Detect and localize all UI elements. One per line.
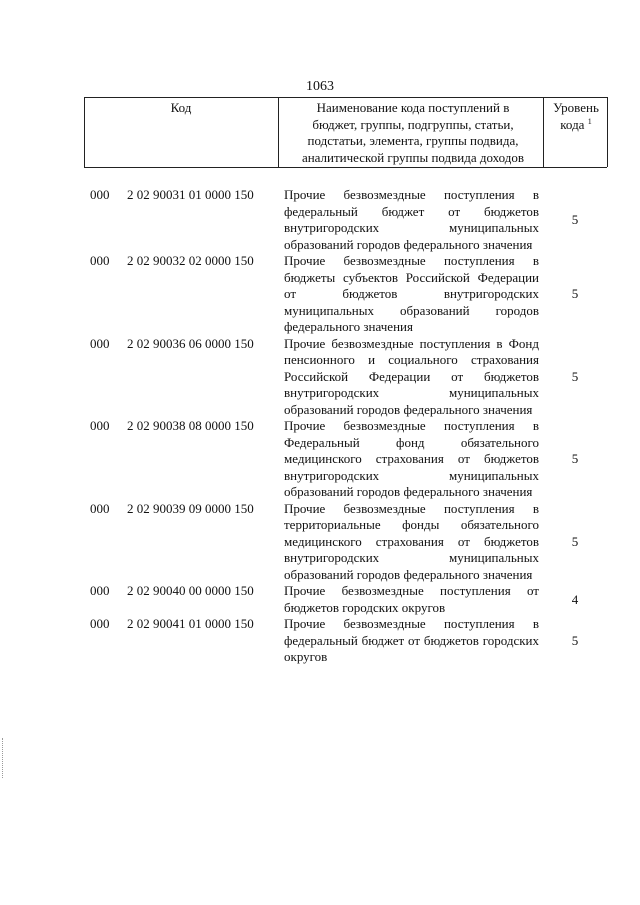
table-row — [0, 418, 640, 501]
table-row — [0, 336, 640, 419]
revenue-name: Прочие безвозмездные поступления от бюджетов городских округов — [284, 583, 539, 615]
code-level: 5 — [571, 368, 579, 384]
revenue-name: Прочие безвозмездные поступления в Фонд пенсионного и социального страхования Российской Федерации от бюджетов внутригородских муниципальных образований городов федерального значения — [284, 335, 539, 417]
header-name-line: Наименование кода поступлений в — [316, 100, 510, 115]
admin-code: 000 — [90, 418, 110, 433]
revenue-code: 2 02 90032 02 0000 150 — [127, 253, 254, 268]
admin-code: 000 — [90, 335, 110, 351]
table-body — [0, 187, 640, 666]
revenue-code: 2 02 90038 08 0000 150 — [127, 418, 254, 433]
admin-code: 000 — [90, 616, 110, 631]
code-level: 5 — [571, 451, 579, 466]
header-bottom-rule — [84, 167, 607, 168]
code-level: 5 — [571, 211, 579, 227]
revenue-name: Прочие безвозмездные поступления в Федеральный фонд обязательного медицинского страхования от бюджетов внутригородских муниципальных образований городов федерального значения — [284, 418, 539, 499]
header-name-line: аналитической группы подвида доходов — [301, 149, 525, 165]
table-row — [0, 616, 640, 666]
code-level: 4 — [571, 591, 579, 607]
table-row — [0, 187, 640, 253]
code-level: 5 — [571, 533, 579, 549]
admin-code: 000 — [90, 500, 110, 516]
revenue-code: 2 02 90039 09 0000 150 — [127, 500, 254, 516]
header-left-border — [84, 97, 85, 167]
table-row — [0, 253, 640, 336]
revenue-name: Прочие безвозмездные поступления в территориальные фонды обязательного медицинского страхования от бюджетов внутригородских муниципальных образований городов федерального значения — [284, 500, 539, 582]
header-top-rule — [84, 97, 607, 98]
revenue-code: 2 02 90036 06 0000 150 — [127, 335, 254, 351]
table-row — [0, 501, 640, 584]
header-name-line: подстатьи, элемента, группы подвида, — [307, 133, 519, 148]
admin-code: 000 — [90, 253, 110, 268]
table-row — [0, 583, 640, 616]
header-name — [282, 100, 544, 166]
header-level-line: Уровень — [553, 100, 599, 115]
revenue-name: Прочие безвозмездные поступления в бюджеты субъектов Российской Федерации от бюджетов внутригородских муниципальных образований городов федерального значения — [284, 253, 539, 334]
admin-code: 000 — [90, 583, 110, 598]
revenue-code: 2 02 90031 01 0000 150 — [127, 187, 254, 202]
header-separator-code-name — [278, 97, 279, 167]
revenue-code: 2 02 90041 01 0000 150 — [127, 616, 254, 631]
code-level: 5 — [571, 632, 579, 648]
header-right-border — [607, 97, 608, 167]
revenue-name: Прочие безвозмездные поступления в федеральный бюджет от бюджетов городских округов — [284, 616, 539, 664]
header-level-line — [546, 117, 606, 134]
header-level-word: кода — [560, 116, 585, 132]
header-code: Код — [170, 100, 192, 115]
header-name-line: бюджет, группы, подгруппы, статьи, — [312, 116, 514, 132]
scan-artifact — [2, 738, 4, 778]
footnote-marker: 1 — [587, 116, 592, 126]
header-level — [546, 100, 606, 133]
revenue-code: 2 02 90040 00 0000 150 — [127, 583, 254, 598]
revenue-name: Прочие безвозмездные поступления в федеральный бюджет от бюджетов внутригородских муниципальных образований городов федерального значения — [284, 187, 539, 252]
page-number: 1063 — [306, 79, 334, 94]
code-level: 5 — [571, 286, 579, 301]
admin-code: 000 — [90, 187, 110, 202]
